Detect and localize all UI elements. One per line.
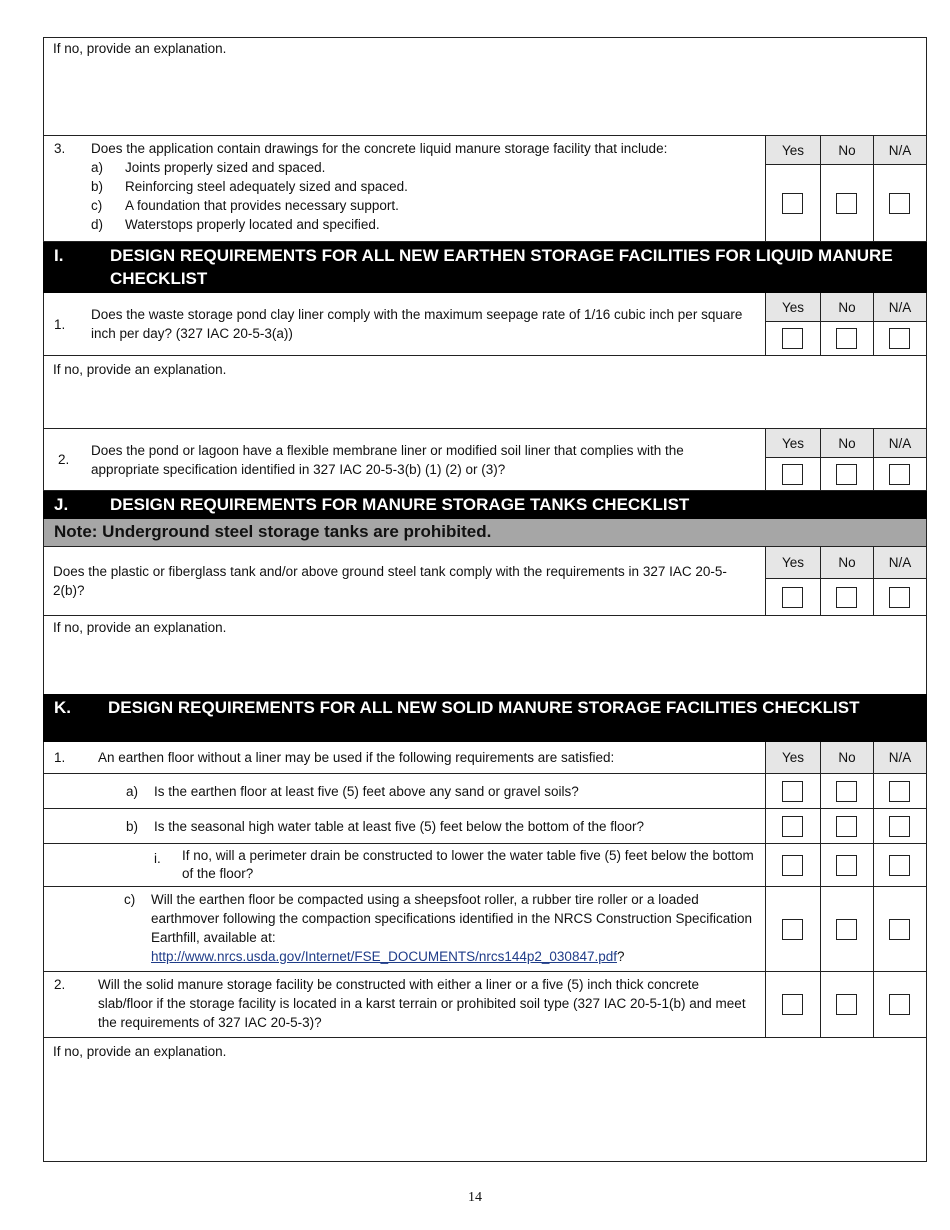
question-text: Will the solid manure storage facility be constructed with either a liner or a five (5) inch thick concrete slab/floor if the storage facility is located in a karst terrain or prohibited soil type (327 IAC 20-5-1(b) and meet the requirements of 327 IAC 20-5-3)?	[98, 977, 746, 1030]
section-i-header	[43, 242, 927, 293]
na-checkbox[interactable]	[889, 464, 910, 485]
no-header: No	[820, 429, 873, 457]
section-letter: J.	[54, 495, 69, 514]
na-checkbox[interactable]	[889, 587, 910, 608]
section-k-item-a-row	[43, 774, 927, 809]
no-checkbox[interactable]	[836, 855, 857, 876]
yes-header: Yes	[765, 136, 820, 164]
na-checkbox[interactable]	[889, 994, 910, 1015]
item-text: Is the seasonal high water table at least five (5) feet below the bottom of the floor?	[154, 818, 645, 834]
link-suffix: ?	[616, 949, 625, 964]
question-text: Does the pond or lagoon have a flexible membrane liner or modified soil liner that complies with the appropriate specification identified in 327 IAC 20-5-3(b) (1) (2) or (3)?	[91, 442, 684, 477]
section-k-header	[43, 694, 927, 742]
explanation-label: If no, provide an explanation.	[53, 1044, 227, 1059]
na-header: N/A	[873, 136, 926, 164]
question-number: 3.	[54, 141, 66, 156]
yes-checkbox[interactable]	[782, 587, 803, 608]
explanation-box-i1[interactable]	[43, 356, 927, 429]
item-label: c)	[91, 198, 103, 213]
na-header: N/A	[873, 742, 926, 773]
section-k-item-b-i-row	[43, 844, 927, 887]
yes-checkbox[interactable]	[782, 855, 803, 876]
no-checkbox[interactable]	[836, 328, 857, 349]
no-checkbox[interactable]	[836, 919, 857, 940]
item-label: a)	[91, 160, 104, 175]
na-header: N/A	[873, 429, 926, 457]
item-text: Is the earthen floor at least five (5) feet above any sand or gravel soils?	[154, 783, 579, 799]
section-k-item-b-row	[43, 809, 927, 844]
page-number: 14	[468, 1190, 482, 1205]
na-checkbox[interactable]	[889, 193, 910, 214]
question-text: An earthen floor without a liner may be used if the following requirements are satisfied:	[98, 750, 615, 765]
explanation-label: If no, provide an explanation.	[53, 362, 227, 377]
no-checkbox[interactable]	[836, 781, 857, 802]
section-j-note: Note: Underground steel storage tanks are prohibited.	[43, 519, 927, 547]
item-text: If no, will a perimeter drain be constructed to lower the water table five (5) feet below the bottom of the floor?	[182, 848, 754, 881]
na-checkbox[interactable]	[889, 328, 910, 349]
question-text: Does the waste storage pond clay liner comply with the maximum seepage rate of 1/16 cubic inch per square inch per day? (327 IAC 20-5-3(a))	[91, 307, 743, 341]
explanation-box-k[interactable]	[43, 1038, 927, 1162]
yes-checkbox[interactable]	[782, 919, 803, 940]
question-text: Does the application contain drawings for the concrete liquid manure storage facility that include:	[91, 141, 668, 156]
section-k-question-1-row	[43, 742, 927, 774]
explanation-label: If no, provide an explanation.	[53, 41, 227, 56]
item-text: A foundation that provides necessary support.	[125, 198, 399, 213]
explanation-box-top[interactable]	[43, 37, 927, 136]
yes-header: Yes	[765, 293, 820, 321]
item-text: Reinforcing steel adequately sized and spaced.	[125, 179, 408, 194]
no-checkbox[interactable]	[836, 994, 857, 1015]
na-checkbox[interactable]	[889, 919, 910, 940]
item-label: a)	[126, 783, 139, 799]
yes-checkbox[interactable]	[782, 193, 803, 214]
question-text: Does the plastic or fiberglass tank and/or above ground steel tank comply with the requirements in 327 IAC 20-5-2(b)?	[53, 564, 727, 598]
yes-header: Yes	[765, 429, 820, 457]
no-header: No	[820, 136, 873, 164]
section-letter: K.	[54, 698, 71, 717]
yes-checkbox[interactable]	[782, 781, 803, 802]
item-text: Will the earthen floor be compacted using a sheepsfoot roller, a rubber tire roller or a loaded earthmover following the compaction specifications identified in the NRCS Construction Specification Earthfill, available at:	[151, 892, 753, 945]
yes-checkbox[interactable]	[782, 816, 803, 837]
item-label: c)	[124, 892, 136, 907]
question-number: 1.	[54, 316, 66, 332]
na-checkbox[interactable]	[889, 781, 910, 802]
no-checkbox[interactable]	[836, 193, 857, 214]
section-k-item-c-row	[43, 887, 927, 972]
na-header: N/A	[873, 547, 926, 578]
yes-checkbox[interactable]	[782, 464, 803, 485]
yes-checkbox[interactable]	[782, 328, 803, 349]
section-title: DESIGN REQUIREMENTS FOR ALL NEW SOLID MANURE STORAGE FACILITIES CHECKLIST	[108, 698, 860, 717]
explanation-label: If no, provide an explanation.	[53, 620, 227, 635]
section-title: DESIGN REQUIREMENTS FOR MANURE STORAGE TANKS CHECKLIST	[110, 495, 690, 514]
section-letter: I.	[54, 246, 64, 265]
section-title: DESIGN REQUIREMENTS FOR ALL NEW EARTHEN STORAGE FACILITIES FOR LIQUID MANURE CHECKLIST	[110, 246, 893, 288]
yes-checkbox[interactable]	[782, 994, 803, 1015]
section-i-question-2-row	[43, 429, 927, 491]
section-i-question-1-row	[43, 293, 927, 356]
item-label: i.	[154, 851, 161, 866]
item-text: Waterstops properly located and specified.	[125, 217, 380, 232]
nrcs-specification-link[interactable]: http://www.nrcs.usda.gov/Internet/FSE_DOCUMENTS/nrcs144p2_030847.pdf	[151, 949, 617, 964]
na-checkbox[interactable]	[889, 816, 910, 837]
section-j-question-row	[43, 547, 927, 616]
no-checkbox[interactable]	[836, 587, 857, 608]
no-header: No	[820, 293, 873, 321]
section-k-question-2-row	[43, 972, 927, 1038]
item-text: Joints properly sized and spaced.	[125, 160, 326, 175]
na-header: N/A	[873, 293, 926, 321]
yes-header: Yes	[765, 742, 820, 773]
section-j-header	[43, 491, 927, 519]
no-header: No	[820, 742, 873, 773]
item-label: b)	[91, 179, 104, 194]
item-label: d)	[91, 217, 104, 232]
question-3-row	[43, 136, 927, 242]
no-checkbox[interactable]	[836, 464, 857, 485]
na-checkbox[interactable]	[889, 855, 910, 876]
item-label: b)	[126, 818, 139, 834]
question-number: 1.	[54, 750, 66, 765]
explanation-box-j[interactable]	[43, 616, 927, 694]
yes-header: Yes	[765, 547, 820, 578]
question-number: 2.	[58, 452, 70, 467]
no-header: No	[820, 547, 873, 578]
checklist-form	[43, 37, 927, 1162]
no-checkbox[interactable]	[836, 816, 857, 837]
question-number: 2.	[54, 977, 66, 992]
